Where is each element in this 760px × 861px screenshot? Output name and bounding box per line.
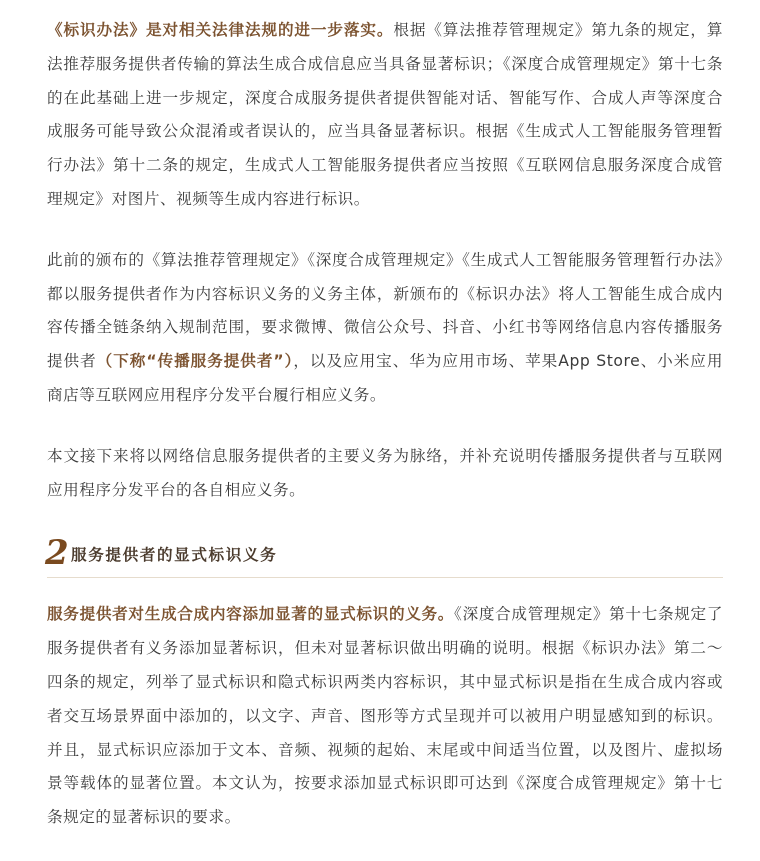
paragraph-spacer <box>47 217 723 244</box>
section-number: 2 <box>45 533 69 574</box>
section-title: 服务提供者的显式标识义务 <box>71 546 278 565</box>
paragraph-body-text: 《深度合成管理规定》第十七条规定了服务提供者有义务添加显著标识，但未对显著标识做出明确的说明。根据《标识办法》第二～四条的规定，列举了显式标识和隐式标识两类内容标识，其中显式标识是指在生成合成内容或者交互场景界面中添加的，以文字、声音、图形等方式呈现并可以被用户明显感知到的标识。并且，显式标识应添加于文本、音频、视频的起始、末尾或中间适当位置，以及图片、虚拟场景等载体的显著位置。本文认为，按要求添加显式标识即可达到《深度合成管理规定》第十七条规定的显著标识的要求。 <box>47 605 723 827</box>
paragraph-body-text: 本文接下来将以网络信息服务提供者的主要义务为脉络，并补充说明传播服务提供者与互联网应用程序分发平台的各自相应义务。 <box>47 446 723 499</box>
paragraph-lead-text: 《标识办法》是对相关法律法规的进一步落实。 <box>47 21 394 39</box>
paragraph-lead-text: 服务提供者对生成合成内容添加显著的显式标识的义务。 <box>47 605 455 624</box>
section-divider <box>47 577 723 578</box>
paragraph-legal-basis <box>47 14 723 217</box>
paragraph-body-text: 此前的颁布的《算法推荐管理规定》《深度合成管理规定》《生成式人工智能服务管理暂行办法》都以服务提供者作为内容标识义务的义务主体，新颁布的《标识办法》将人工智能生成合成内容传播全链条纳入规制范围，要求微博、微信公众号、抖音、小红书等网络信息内容传播服务提供者 <box>47 250 723 371</box>
section-heading <box>47 531 723 583</box>
paragraph-outline <box>47 440 723 508</box>
paragraph-body-text: 根据《算法推荐管理规定》第九条的规定，算法推荐服务提供者传输的算法生成合成信息应当具备显著标识；《深度合成管理规定》第十七条的在此基础上进一步规定，深度合成服务提供者提供智能对话、智能写作、合成人声等深度合成服务可能导致公众混淆或者误认的，应当具备显著标识。根据《生成式人工智能服务管理暂行办法》第十二条的规定，生成式人工智能服务提供者应当按照《互联网信息服务深度合成管理规定》对图片、视频等生成内容进行标识。 <box>47 21 723 208</box>
paragraph-emphasis-text: （下称“传播服务提供者”） <box>96 352 294 371</box>
paragraph-body-text: ，以及应用宝、华为应用市场、苹果App Store、小米应用商店等互联网应用程序分发平台履行相应义务。 <box>47 352 723 404</box>
paragraph-explicit-labeling <box>47 598 723 835</box>
paragraph-scope <box>47 244 723 413</box>
paragraph-spacer <box>47 413 723 440</box>
article-body <box>47 14 723 835</box>
